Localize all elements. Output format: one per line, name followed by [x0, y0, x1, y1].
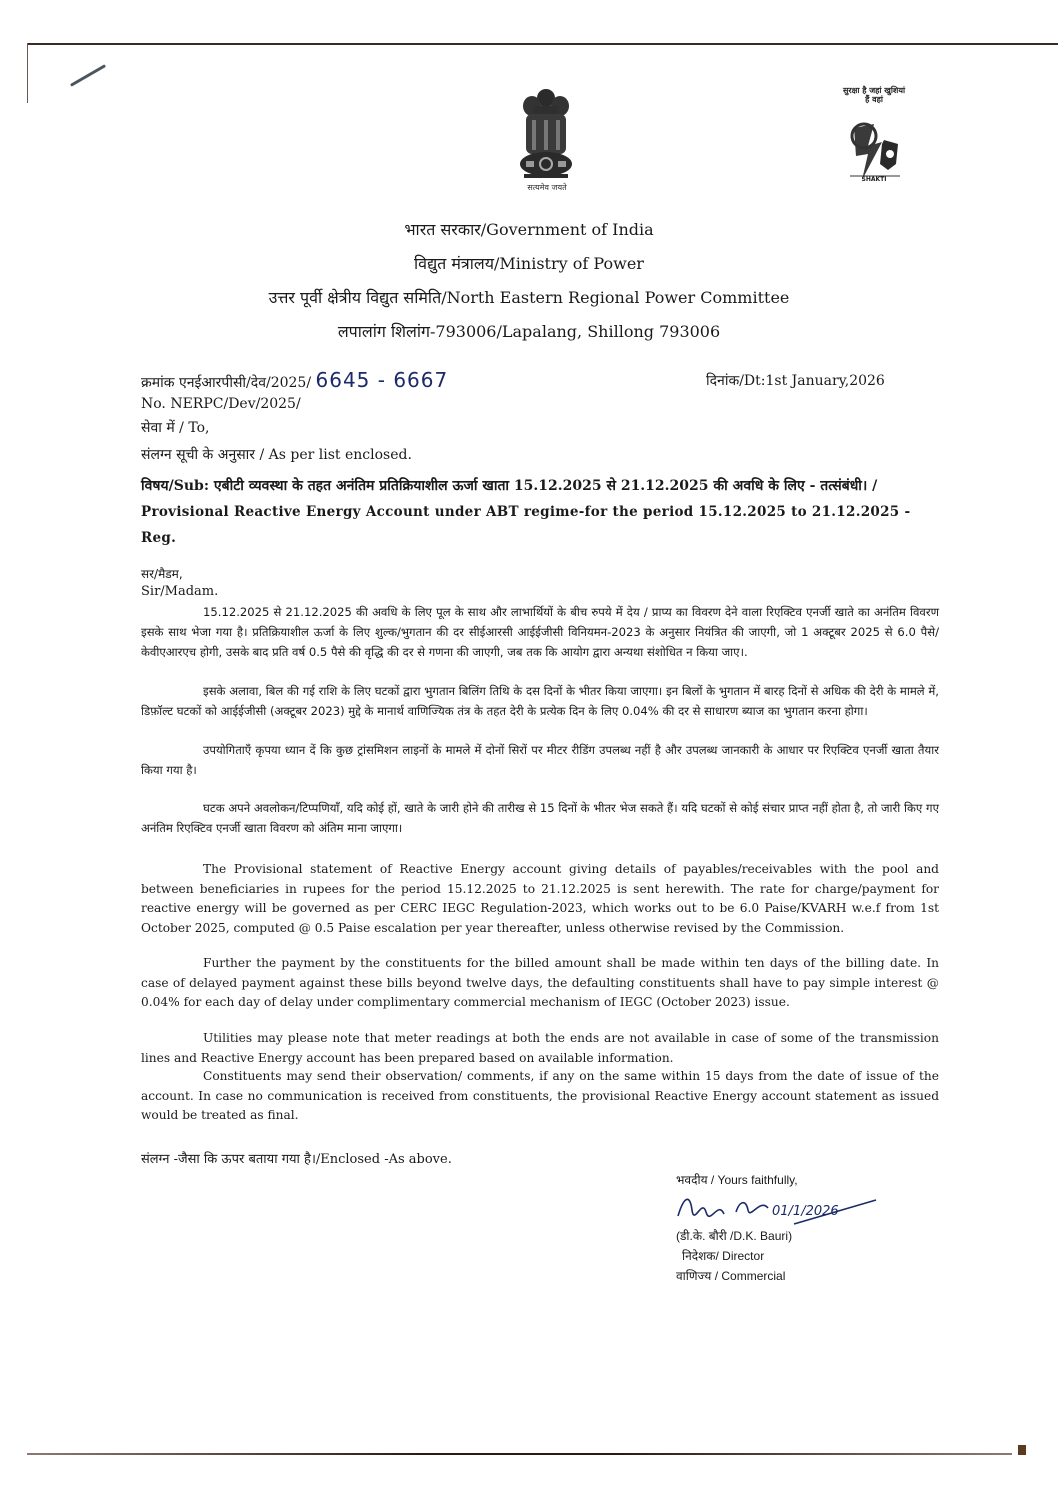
signatory-designation: निदेशक/ Director — [682, 1249, 765, 1263]
signature-block — [676, 1170, 896, 1286]
signature-date: 01/1/2026 — [772, 1204, 839, 1219]
header-committee: उत्तर पूर्वी क्षेत्रीय विद्युत समिति/North Eastern Regional Power Committee — [268, 288, 790, 307]
header-government: भारत सरकार/Government of India — [404, 220, 654, 239]
closing: भवदीय / Yours faithfully, — [676, 1173, 798, 1187]
header-address: लपालांग शिलांग-793006/Lapalang, Shillong 793006 — [337, 322, 721, 341]
signature-area — [676, 1190, 896, 1226]
addressee-list: संलग्न सूची के अनुसार / As per list enclosed. — [141, 447, 412, 463]
emblem-caption: सत्यमेव जयते — [527, 183, 567, 192]
page-top-border — [27, 43, 1058, 45]
letter-date: दिनांक/Dt:1st January,2026 — [706, 373, 885, 389]
reference-number — [141, 368, 448, 392]
body-hindi-paragraph-4: घटक अपने अवलोकन/टिप्पणियाँ, यदि कोई हों, खाते के जारी होने की तारीख से 15 दिनों के भीतर भेज सकते हैं। यदि घटकों से कोई संचार प्राप्त नहीं होता है, तो जारी किए गए अनंतिम रिएक्टिव एनर्जी खाता विवरण को अंतिम माना जाएगा। — [141, 801, 939, 835]
subject — [141, 473, 941, 551]
reference-hindi-prefix: क्रमांक एनईआरपीसी/देव/2025/ — [141, 375, 312, 391]
pen-mark — [70, 64, 106, 87]
salutation-english: Sir/Madam. — [141, 584, 219, 599]
national-emblem-icon — [512, 84, 580, 194]
signatory-department: वाणिज्य / Commercial — [676, 1269, 786, 1283]
enclosure-note: संलग्न -जैसा कि ऊपर बताया गया है।/Enclosed -As above. — [141, 1152, 452, 1167]
subject-english: Provisional Reactive Energy Account under ABT regime-for the period 15.12.2025 to 21.12.2025 -Reg. — [141, 504, 911, 546]
body-hindi-paragraph-1: 15.12.2025 से 21.12.2025 की अवधि के लिए पूल के साथ और लाभार्थियों के बीच रुपये में देय / प्राप्य का विवरण देने वाला रिएक्टिव एनर्जी खाते का अनंतिम विवरण इसके साथ भेजा गया है। प्रतिक्रियाशील ऊर्जा के लिए शुल्क/भुगतान की दर सीईआरसी आईईजीसी विनियमन-2023 के अनुसार नियंत्रित की जाएगी, जो 1 अक्टूबर 2025 से 6.0 पैसे/केवीएआरएच होगी, उसके बाद प्रति वर्ष 0.5 पैसे की वृद्धि की दर से गणना की जाएगी, जब तक कि आयोग द्वारा अन्यथा संशोधित न किया जाए।. — [141, 605, 939, 659]
subject-hindi: विषय/Sub: एबीटी व्यवस्था के तहत अनंतिम प्रतिक्रियाशील ऊर्जा खाता 15.12.2025 से 21.12.2025 की अवधि के लिए - तत्संबंधी। / — [141, 478, 878, 494]
page-bottom-border — [27, 1453, 1012, 1455]
signatory-name: (डी.के. बौरी /D.K. Bauri) — [676, 1229, 793, 1243]
body-hindi-paragraph-3: उपयोगिताएँ कृपया ध्यान दें कि कुछ ट्रांसमिशन लाइनों के मामले में दोनों सिरों पर मीटर रीडिंग उपलब्ध नहीं है और उपलब्ध जानकारी के आधार पर रिएक्टिव एनर्जी खाता तैयार किया गया है। — [141, 743, 939, 777]
body-english-paragraph-4: Constituents may send their observation/ comments, if any on the same within 15 days from the date of issue of the account. In case no communication is received from constituents, the provisional Reactive Energy account statement as issued would be treated as final. — [141, 1069, 939, 1123]
right-logo-footer: SHAKTI — [861, 176, 887, 183]
reference-handwritten-number: 6645 - 6667 — [315, 368, 449, 392]
body-hindi-paragraph-2: इसके अलावा, बिल की गई राशि के लिए घटकों द्वारा भुगतान बिलिंग तिथि के दस दिनों के भीतर किया जाएगा। इन बिलों के भुगतान में बारह दिनों से अधिक की देरी के मामले में, डिफ़ॉल्ट घटकों को आईईजीसी (अक्टूबर 2023) मुद्दे के मानार्थ वाणिज्यिक तंत्र के तहत देरी के प्रत्येक दिन के लिए 0.04% की दर से साधारण ब्याज का भुगतान करना होगा। — [141, 684, 939, 718]
reference-english: No. NERPC/Dev/2025/ — [141, 396, 301, 412]
corner-mark — [1018, 1445, 1026, 1455]
addressee-to: सेवा में / To, — [141, 420, 210, 436]
header-ministry: विद्युत मंत्रालय/Ministry of Power — [414, 254, 644, 273]
body-english-paragraph-1: The Provisional statement of Reactive Energy account giving details of payables/receivables with the pool and between beneficiaries in rupees for the period 15.12.2025 to 21.12.2025 is sent herewith. The rate for charge/payment for reactive energy will be governed as per CERC IEGC Regulation-2023, which works out to be 6.0 Paise/KVARH w.e.f from 1st October 2025, computed @ 0.5 Paise escalation per year thereafter, unless otherwise revised by the Commission. — [141, 862, 939, 935]
body-english-paragraph-2: Further the payment by the constituents for the billed amount shall be made within ten days of the billing date. In case of delayed payment against these bills beyond twelve days, the defaulting constituents shall have to pay simple interest @ 0.04% for each day of delay under complimentary commercial mechanism of IEGC (October 2023) issue. — [141, 956, 939, 1010]
body-english-paragraph-3: Utilities may please note that meter readings at both the ends are not available in case of some of the transmission lines and Reactive Energy account has been prepared based on available information. — [141, 1031, 939, 1065]
salutation-hindi: सर/मैडम, — [141, 567, 183, 581]
page-left-border — [27, 43, 28, 103]
right-logo-title: सुरक्षा है जहां खुशियां हैं वहां — [842, 86, 906, 104]
